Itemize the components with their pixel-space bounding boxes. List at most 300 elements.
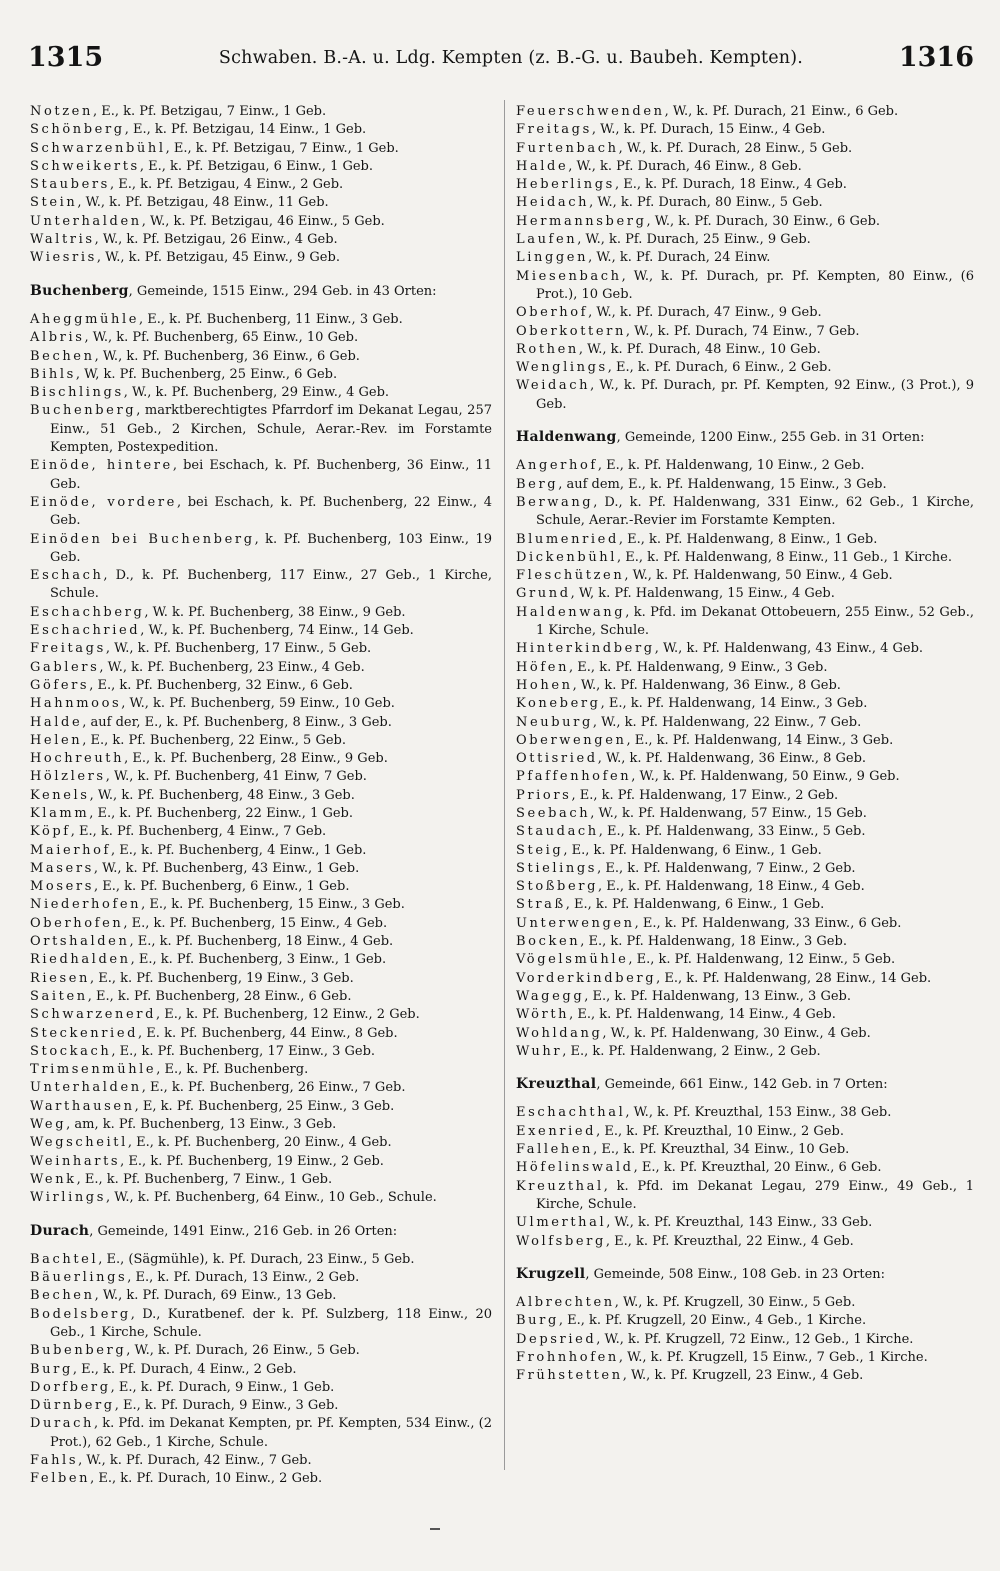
place-entry [30,231,492,249]
place-entry [30,677,492,695]
place-name: Masers [30,860,94,876]
place-details: , E., k. Pf. Kreuzthal, 10 Einw., 2 Geb. [596,1123,844,1139]
place-entry [30,732,492,750]
place-name: Oberkottern [516,323,626,339]
place-entry [516,970,974,988]
place-entry [30,1098,492,1116]
place-entry [30,933,492,951]
place-name: Miesenbach [516,268,622,284]
place-entry [30,531,492,568]
place-name: Niederhofen [30,897,142,913]
place-details: , W., k. Pf. Haldenwang, 57 Einw., 15 Geb. [590,805,867,821]
place-details: , E., k. Pf. Haldenwang, 28 Einw., 14 Geb. [656,970,932,986]
place-name: Stielings [516,860,598,876]
place-entry [30,158,492,176]
place-details: , D., k. Pf. Haldenwang, 331 Einw., 62 Geb., 1 Kirche, Schule, Aerar.-Revier im Forstamte Kempten. [536,494,974,529]
place-name: Wirlings [30,1190,106,1206]
place-name: Vorderkindberg [516,970,657,986]
place-entry [516,176,974,194]
place-name: Eschach [30,568,104,584]
place-details: , W., k. Pf. Haldenwang, 50 Einw., 9 Geb. [631,769,900,785]
place-entry [30,140,492,158]
place-details: , E., k. Pf. Haldenwang, 6 Einw., 1 Geb. [565,897,825,913]
place-details: , E., k. Pf. Betzigau, 7 Einw., 1 Geb. [92,104,327,119]
place-entry [516,140,974,158]
place-entry [30,1134,492,1152]
place-name: Hinterkindberg [516,641,655,657]
place-name: Dickenbühl [516,549,618,565]
place-details: , E., k. Pf. Kreuzthal, 34 Einw., 10 Geb. [593,1142,850,1158]
place-name: Hochreuth [30,751,125,767]
place-details: , W., k. Pf. Buchenberg, 29 Einw., 4 Geb. [123,385,390,401]
place-details: , E., k. Pf. Betzigau, 14 Einw., 1 Geb. [124,122,367,138]
place-entry [30,750,492,768]
place-name: Bäuerlings [30,1270,128,1286]
place-entry [516,842,974,860]
place-name: Haldenwang [516,604,626,620]
place-name: Warthausen [30,1098,135,1114]
place-details: , E., k. Pf. Buchenberg, 12 Einw., 2 Geb. [156,1007,420,1023]
place-entry [516,677,974,695]
place-name: Fleschützen [516,568,625,584]
place-entry [516,359,974,377]
place-name: Unterwengen [516,915,635,931]
place-entry [30,213,492,231]
place-name: Pfaffenhofen [516,769,632,785]
place-name: Hermannsberg [516,213,647,229]
place-name: Weg [30,1117,67,1133]
place-details: , E., k. Pf. Haldenwang, 2 Einw., 2 Geb. [562,1043,821,1059]
place-entry [30,567,492,604]
place-entry [30,1306,492,1343]
place-details: , E., k. Pf. Haldenwang, 6 Einw., 1 Geb. [563,842,822,858]
place-name: Bachtel [30,1251,99,1267]
place-name: Einöden bei Buchenberg [30,531,255,547]
place-details: , W., k. Pf. Buchenberg, 41 Einw, 7 Geb. [105,769,367,785]
section-spacer [516,1251,974,1265]
place-name: Seebach [516,805,591,821]
right-column [516,103,974,1386]
place-entry [516,896,974,914]
place-entry [30,768,492,786]
place-entry [516,714,974,732]
place-entry [30,176,492,194]
section-spacer [516,414,974,428]
place-name: Ortshalden [30,934,130,950]
place-name: Durach [30,1416,95,1432]
place-entry [516,988,974,1006]
place-name: Linggen [516,250,589,266]
place-details: , E., k. Pf. Buchenberg, 28 Einw., 9 Geb. [124,751,388,767]
place-details: , E., k. Pf. Haldenwang, 18 Einw., 4 Geb. [598,879,865,895]
place-name: Bocken [516,934,581,950]
municipality-summary: , Gemeinde, 508 Einw., 108 Geb. in 23 Orten: [585,1266,886,1282]
place-entry [30,1470,492,1488]
place-entry [516,1349,974,1367]
place-details: , W., k. Pf. Durach, 21 Einw., 6 Geb. [664,104,899,119]
place-name: Mosers [30,879,94,895]
place-name: Vögelsmühle [516,952,629,968]
place-entry [30,878,492,896]
place-entry [30,842,492,860]
place-entry [30,1415,492,1452]
place-entry [30,311,492,329]
place-details: , W., k. Pf. Durach, 15 Einw., 4 Geb. [591,122,826,138]
place-details: , W., k. Pf. Haldenwang, 22 Einw., 7 Geb. [592,714,862,730]
place-details: , W., k. Pf. Haldenwang, 43 Einw., 4 Geb. [654,641,924,657]
place-entry [516,732,974,750]
place-details: , E., k. Pf. Haldenwang, 8 Einw., 11 Geb., 1 Kirche. [617,549,952,565]
place-details: , E., k. Pf. Haldenwang, 9 Einw., 3 Geb. [569,659,828,675]
place-name: Unterhalden [30,213,142,229]
place-details: , am, k. Pf. Buchenberg, 13 Einw., 3 Geb. [66,1117,337,1133]
running-title: Schwaben. B.-A. u. Ldg. Kempten (z. B.-G. u. Baubeh. Kempten). [218,48,804,68]
place-entry [516,659,974,677]
place-name: Notzen [30,104,93,119]
place-entry [30,915,492,933]
place-details: , E., k. Pf. Durach, 9 Einw., 1 Geb. [110,1379,335,1395]
place-name: Felben [30,1471,91,1487]
place-details: , D., k. Pf. Buchenberg, 117 Einw., 27 Geb., 1 Kirche, Schule. [50,568,492,602]
place-entry [516,1294,974,1312]
place-entry [516,1233,974,1251]
section-spacer [516,1094,974,1104]
place-details: , E., k. Pf. Buchenberg, 18 Einw., 4 Geb. [129,934,394,950]
page-number-left: 1315 [28,42,104,73]
place-entry [30,1006,492,1024]
place-entry [30,1079,492,1097]
place-name: Riesen [30,970,90,986]
place-entry [516,768,974,786]
place-name: Halde [516,158,569,174]
place-entry [516,476,974,494]
place-details: , W, k. Pf. Buchenberg, 25 Einw., 6 Geb. [75,366,338,382]
place-details: , E., k. Pf. Haldenwang, 14 Einw., 4 Geb. [569,1007,836,1023]
place-entry [516,249,974,267]
place-entry [516,1123,974,1141]
place-details: , W., k. Pf. Durach, 46 Einw., 8 Geb. [568,158,802,174]
place-entry [516,915,974,933]
place-name: Grund [516,586,571,602]
place-entry [30,494,492,531]
place-details: , W., k. Pf. Durach, 47 Einw., 9 Geb. [588,305,822,321]
place-details: , W., k. Pf. Buchenberg, 65 Einw., 10 Geb. [84,330,359,346]
place-name: Stein [30,195,78,211]
place-name: Unterhalden [30,1080,142,1096]
place-entry [30,329,492,347]
place-entry [30,787,492,805]
place-name: Aheggmühle [30,311,140,327]
place-entry [30,640,492,658]
place-details: , E., k. Pf. Buchenberg, 22 Einw., 5 Geb. [82,732,346,748]
place-entry [30,1153,492,1171]
place-details: , W., k. Pf. Durach, 30 Einw., 6 Geb. [646,213,881,229]
place-entry [30,457,492,494]
place-details: , W., k. Pf. Durach, 24 Einw. [588,250,771,266]
place-details: , E., k. Pf. Haldenwang, 13 Einw., 3 Geb. [584,988,851,1004]
place-entry [516,1043,974,1061]
place-name: Berwang [516,494,594,510]
place-details: , E., k. Pf. Betzigau, 6 Einw., 1 Geb. [139,158,374,174]
place-name: Burg [516,1313,559,1329]
place-details: , E., k. Pf. Buchenberg. [156,1062,309,1078]
place-name: Feuerschwenden [516,104,665,119]
place-entry [30,714,492,732]
place-name: Heidach [516,195,590,211]
place-details: , E., k. Pf. Durach, 13 Einw., 2 Geb. [127,1270,360,1286]
place-details: , W., k. Pf. Durach, 28 Einw., 5 Geb. [618,140,853,156]
place-details: , auf der, E., k. Pf. Buchenberg, 8 Einw., 3 Geb. [82,714,392,730]
page-number-right: 1316 [898,42,974,73]
place-details: , W., k. Pf. Durach, pr. Pf. Kempten, 92 Einw., (3 Prot.), 9 Geb. [536,378,974,412]
place-details: , E., (Sägmühle), k. Pf. Durach, 23 Einw., 5 Geb. [98,1251,415,1267]
place-name: Kenels [30,787,90,803]
place-details: , E. k. Pf. Buchenberg, 44 Einw., 8 Geb. [138,1025,398,1041]
place-entry [516,750,974,768]
place-details: , W., k. Pf. Durach, pr. Pf. Kempten, 80 Einw., (6 Prot.), 10 Geb. [536,268,974,302]
place-name: Weidach [516,378,591,394]
place-details: , E., k. Pf. Haldenwang, 8 Einw., 1 Geb. [618,531,878,547]
place-details: , E., k. Pf. Buchenberg, 26 Einw., 7 Geb. [141,1080,406,1096]
place-entry [30,384,492,402]
place-entry [516,933,974,951]
place-name: Köpf [30,824,71,840]
place-details: , E., k. Pf. Buchenberg, 20 Einw., 4 Geb. [127,1135,392,1151]
place-details: , W., k. Pf. Haldenwang, 36 Einw., 8 Geb. [597,751,867,767]
place-details: , E., k. Pf. Buchenberg, 6 Einw., 1 Geb. [94,879,350,895]
place-details: , auf dem, E., k. Pf. Haldenwang, 15 Einw., 3 Geb. [558,476,887,492]
place-details: , W., k. Pf. Buchenberg, 64 Einw., 10 Geb., Schule. [106,1190,437,1206]
place-name: Neuburg [516,714,593,730]
place-name: Hahnmoos [30,696,122,712]
place-details: , W., k. Pf. Betzigau, 26 Einw., 4 Geb. [94,232,338,248]
place-details: , W., k. Pf. Krugzell, 30 Einw., 5 Geb. [614,1295,856,1311]
place-name: Wohldang [516,1025,603,1041]
place-name: Oberwengen [516,732,627,748]
place-details: , E., k. Pf. Buchenberg, 3 Einw., 1 Geb. [130,952,387,968]
place-name: Hohen [516,677,573,693]
place-details: , E., k. Pf. Buchenberg, 15 Einw., 3 Geb. [141,897,405,913]
place-details: , W., k. Pf. Betzigau, 46 Einw., 5 Geb. [141,213,385,229]
place-name: Wuhr [516,1043,563,1059]
place-details: , E., k. Pf. Buchenberg, 22 Einw., 1 Geb. [89,805,354,821]
left-column [30,103,492,1489]
place-name: Eschachthal [516,1105,626,1121]
place-details: , marktberechtigtes Pfarrdorf im Dekanat Legau, 257 Einw., 51 Geb., 2 Kirchen, Schule, Aerar.-Rev. im Forstamte Kempten, Postexpedition. [50,403,492,456]
place-entry [516,231,974,249]
section-spacer [516,447,974,457]
place-details: , k. Pfd. im Dekanat Legau, 279 Einw., 49 Geb., 1 Kirche, Schule. [536,1178,974,1212]
place-details: , E., k. Pf. Haldenwang, 33 Einw., 6 Geb. [634,915,902,931]
place-entry [516,567,974,585]
place-entry [516,457,974,475]
place-name: Laufen [516,232,578,248]
place-entry [30,805,492,823]
place-name: Göfers [30,677,90,693]
place-entry [516,1159,974,1177]
place-details: , W., k. Pf. Durach, 69 Einw., 13 Geb. [94,1288,337,1304]
place-name: Straß [516,897,566,913]
place-name: Exenried [516,1123,597,1139]
place-entry [516,341,974,359]
place-details: , W., k. Pf. Krugzell, 72 Einw., 12 Geb., 1 Kirche. [596,1331,914,1347]
section-heading [516,1265,974,1284]
place-entry [30,1171,492,1189]
place-entry [516,787,974,805]
place-entry [30,1379,492,1397]
place-entry [30,1342,492,1360]
place-entry [516,323,974,341]
place-details: , E., k. Pf. Buchenberg, 19 Einw., 3 Geb. [89,970,354,986]
place-details: , E., k. Pf. Kreuzthal, 20 Einw., 6 Geb. [633,1160,882,1176]
place-name: Steig [516,842,564,858]
section-heading [30,282,492,301]
place-name: Berg [516,476,559,492]
place-name: Frohnhofen [516,1350,619,1365]
place-entry [516,103,974,121]
place-name: Heberlings [516,177,615,193]
place-name: Maierhof [30,842,111,858]
column-divider [504,100,505,1470]
place-name: Depsried [516,1331,597,1347]
place-name: Ulmerthal [516,1215,607,1231]
place-details: , E., k. Pf. Durach, 4 Einw., 2 Geb. [72,1361,297,1377]
place-name: Wenglings [516,360,608,376]
place-details: , E, k. Pf. Buchenberg, 25 Einw., 3 Geb. [134,1098,395,1114]
place-details: , D., Kuratbenef. der k. Pf. Sulzberg, 118 Einw., 20 Geb., 1 Kirche, Schule. [50,1306,492,1340]
place-details: , W., k. Pf. Durach, 74 Einw., 7 Geb. [625,323,860,339]
place-name: Einöde, hintere [30,458,173,474]
place-name: Klamm [30,805,90,821]
place-details: , E., k. Pf. Durach, 10 Einw., 2 Geb. [90,1471,323,1487]
place-entry [516,549,974,567]
place-name: Gablers [30,659,100,675]
bottom-mark [430,1528,440,1530]
place-entry [516,860,974,878]
place-entry [30,402,492,457]
place-name: Schweikerts [30,158,140,174]
place-name: Bodelsberg [30,1306,131,1322]
section-spacer [30,268,492,282]
section-spacer [516,1284,974,1294]
place-details: , E., k. Pf. Buchenberg, 19 Einw., 2 Geb. [120,1153,384,1169]
place-entry [30,1116,492,1134]
place-entry [516,805,974,823]
place-entry [30,1287,492,1305]
place-details: , E., k. Pf. Buchenberg, 11 Einw., 3 Geb. [139,311,403,327]
place-entry [516,1367,974,1385]
place-name: Weinharts [30,1153,121,1169]
municipality-summary: , Gemeinde, 1200 Einw., 255 Geb. in 31 Orten: [616,430,925,446]
place-entry [516,194,974,212]
place-details: , E., k. Pf. Haldenwang, 12 Einw., 5 Geb. [628,952,896,968]
place-details: , E., k. Pf. Kreuzthal, 22 Einw., 4 Geb. [605,1233,854,1249]
place-name: Frühstetten [516,1368,623,1384]
page-header [28,42,974,82]
place-name: Angerhof [516,458,598,474]
municipality-name: Haldenwang [516,429,617,446]
place-name: Schönberg [30,122,125,138]
place-name: Einöde, vordere [30,494,177,510]
place-name: Stoßberg [516,879,598,895]
place-details: , E., k. Pf. Buchenberg, 4 Einw., 7 Geb. [70,824,327,840]
place-entry [30,604,492,622]
place-name: Fallehen [516,1142,594,1158]
place-details: , E., k. Pf. Buchenberg, 15 Einw., 4 Geb. [123,915,388,931]
place-details: , W., k. Pf. Krugzell, 15 Einw., 7 Geb., 1 Kirche. [618,1350,928,1365]
place-name: Wiesris [30,250,97,266]
place-entry [516,1312,974,1330]
place-name: Albris [30,330,85,346]
place-name: Oberhofen [30,915,124,931]
place-entry [516,1104,974,1122]
place-entry [516,604,974,641]
place-name: Freitags [30,641,106,657]
place-name: Hölzlers [30,769,106,785]
place-details: , E., k. Pf. Buchenberg, 7 Einw., 1 Geb. [76,1171,333,1187]
place-name: Bihls [30,366,76,382]
place-entry [30,1189,492,1207]
place-details: , E., k. Pf. Haldenwang, 18 Einw., 3 Geb. [580,934,847,950]
place-name: Steckenried [30,1025,139,1041]
place-entry [516,640,974,658]
place-entry [516,1006,974,1024]
place-details: , k. Pfd. im Dekanat Kempten, pr. Pf. Kempten, 534 Einw., (2 Prot.), 62 Geb., 1 Kirche, Schule. [50,1416,492,1450]
place-entry [30,860,492,878]
place-details: , W., k. Pf. Betzigau, 45 Einw., 9 Geb. [96,250,340,266]
section-spacer [516,1061,974,1075]
place-entry [30,194,492,212]
place-entry [30,823,492,841]
place-details: , W., k. Pf. Buchenberg, 48 Einw., 3 Geb. [89,787,355,803]
place-name: Rothen [516,341,579,357]
place-details: , E., k. Pf. Betzigau, 7 Einw., 1 Geb. [165,140,399,156]
place-details: , E., k. Pf. Buchenberg, 32 Einw., 6 Geb. [89,677,353,693]
place-name: Helen [30,732,83,748]
place-details: , W., k. Pf. Haldenwang, 50 Einw., 4 Geb. [624,568,893,584]
place-name: Dorfberg [30,1379,111,1395]
place-entry [30,896,492,914]
place-entry [516,951,974,969]
place-entry [30,348,492,366]
place-details: , W., k. Pf. Durach, 25 Einw., 9 Geb. [577,232,811,248]
place-entry [516,531,974,549]
place-name: Riedhalden [30,952,131,968]
place-entry [516,1178,974,1215]
place-entry [30,249,492,267]
place-name: Wolfsberg [516,1233,606,1249]
place-details: , W., k. Pf. Durach, 80 Einw., 5 Geb. [589,195,823,211]
section-spacer [30,301,492,311]
place-entry [516,585,974,603]
municipality-summary: , Gemeinde, 661 Einw., 142 Geb. in 7 Orten: [596,1077,888,1093]
place-details: , W., k. Pf. Buchenberg, 43 Einw., 1 Geb. [93,860,360,876]
place-name: Bubenberg [30,1343,127,1359]
place-details: , W., k. Pf. Buchenberg, 17 Einw., 5 Geb. [105,641,372,657]
place-entry [30,103,492,121]
place-details: , W., k. Pf. Kreuzthal, 143 Einw., 33 Geb. [606,1215,873,1231]
section-heading [516,1075,974,1094]
place-name: Albrechten [516,1295,615,1311]
place-entry [30,1361,492,1379]
place-details: , E., k. Pf. Buchenberg, 28 Einw., 6 Geb. [87,988,352,1004]
place-name: Freitags [516,122,592,138]
place-details: , E., k. Pf. Haldenwang, 7 Einw., 2 Geb. [597,860,856,876]
place-details: , k. Pfd. im Dekanat Ottobeuern, 255 Einw., 52 Geb., 1 Kirche, Schule. [536,604,974,639]
place-name: Wegscheitl [30,1135,128,1151]
place-name: Buchenberg [30,403,137,419]
place-name: Oberhof [516,305,589,321]
